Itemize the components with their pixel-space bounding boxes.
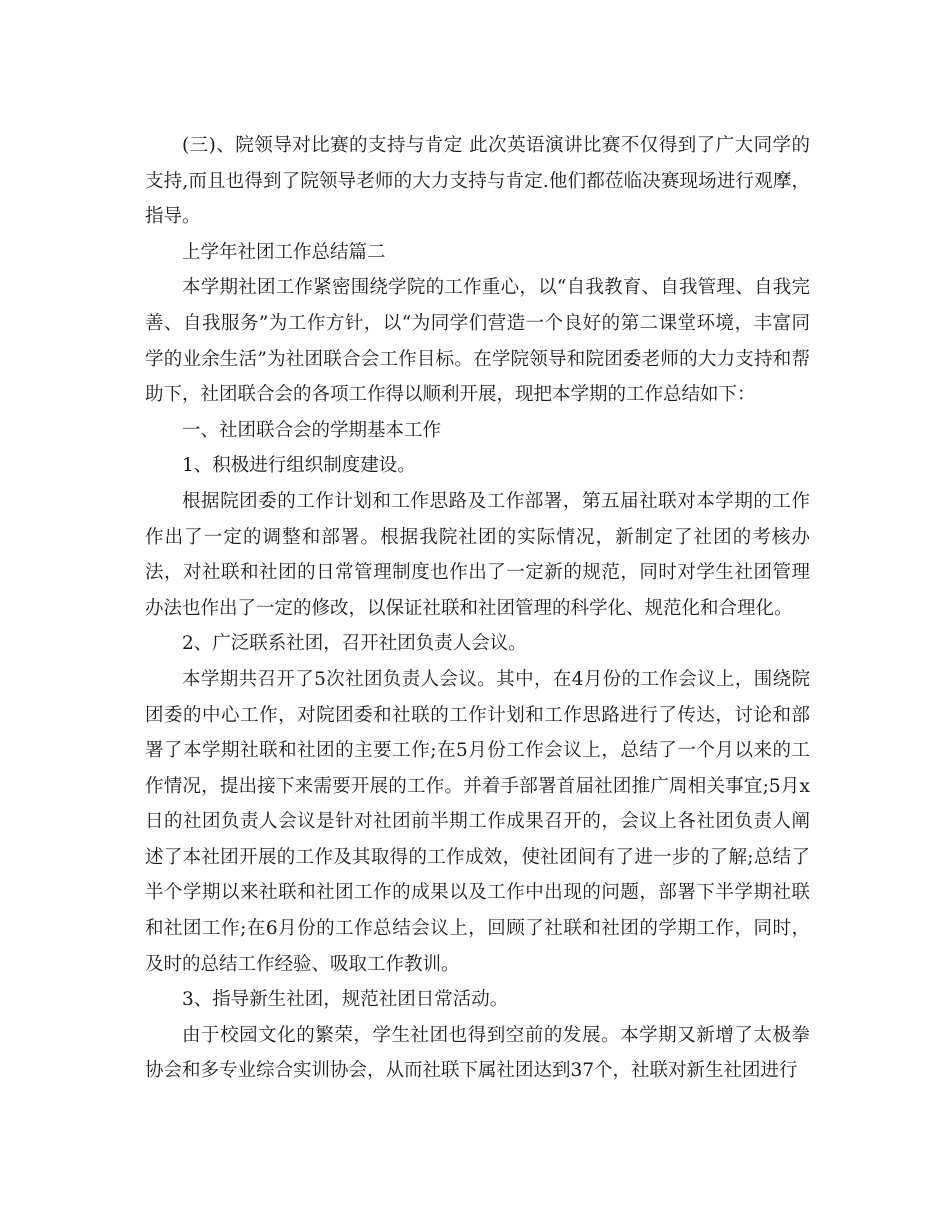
paragraph-leadership-support: (三)、院领导对比赛的支持与肯定 此次英语演讲比赛不仅得到了广大同学的支持,而且也得到了院领导老师的大力支持与肯定.他们都莅临决赛现场进行观摩，指导。 [145,135,810,228]
paragraph-new-clubs-guidance: 由于校园文化的繁荣，学生社团也得到空前的发展。本学期又新增了太极拳协会和多专业综合实训协会，从而社联下属社团达到37个，社联对新生社团进行 [145,1024,810,1082]
document-body [145,128,810,1089]
paragraph-intro: 本学期社团工作紧密围绕学院的工作重心，以“自我教育、自我管理、自我完善、自我服务”为工作方针，以“为同学们营造一个良好的第二课堂环境，丰富同学的业余生活”为社团联合会工作目标。在学院领导和院团委老师的大力支持和帮助下，社团联合会的各项工作得以顺利开展，现把本学期的工作总结如下： [145,277,810,406]
heading-organization-system: 1、积极进行组织制度建设。 [182,455,416,477]
heading-club-leader-meetings: 2、广泛联系社团，召开社团负责人会议。 [182,633,527,655]
paragraph-club-leader-meetings: 本学期共召开了5次社团负责人会议。其中，在4月份的工作会议上，围绕院团委的中心工作，对院团委和社联的工作计划和工作思路进行了传达，讨论和部署了本学期社联和社团的主要工作;在5月份工作会议上，总结了一个月以来的工作情况，提出接下来需要开展的工作。并着手部署首届社团推广周相关事宜;5月x日的社团负责人会议是针对社团前半期工作成果召开的，会议上各社团负责人阐述了本社团开展的工作及其取得的工作成效，使社团间有了进一步的了解;总结了半个学期以来社联和社团工作的成果以及工作中出现的问题，部署下半学期社联和社团工作;在6月份的工作总结会议上，回顾了社联和社团的学期工作，同时，及时的总结工作经验、吸取工作教训。 [145,668,810,975]
paragraph-organization-system: 根据院团委的工作计划和工作思路及工作部署，第五届社联对本学期的工作作出了一定的调整和部署。根据我院社团的实际情况，新制定了社团的考核办法，对社联和社团的日常管理制度也作出了一定新的规范，同时对学生社团管理办法也作出了一定的修改，以保证社联和社团管理的科学化、规范化和合理化。 [145,490,810,619]
heading-basic-work: 一、社团联合会的学期基本工作 [182,419,442,441]
heading-new-clubs-guidance: 3、指导新生社团，规范社团日常活动。 [182,989,509,1011]
section-title-part-two: 上学年社团工作总结篇二 [182,241,386,263]
